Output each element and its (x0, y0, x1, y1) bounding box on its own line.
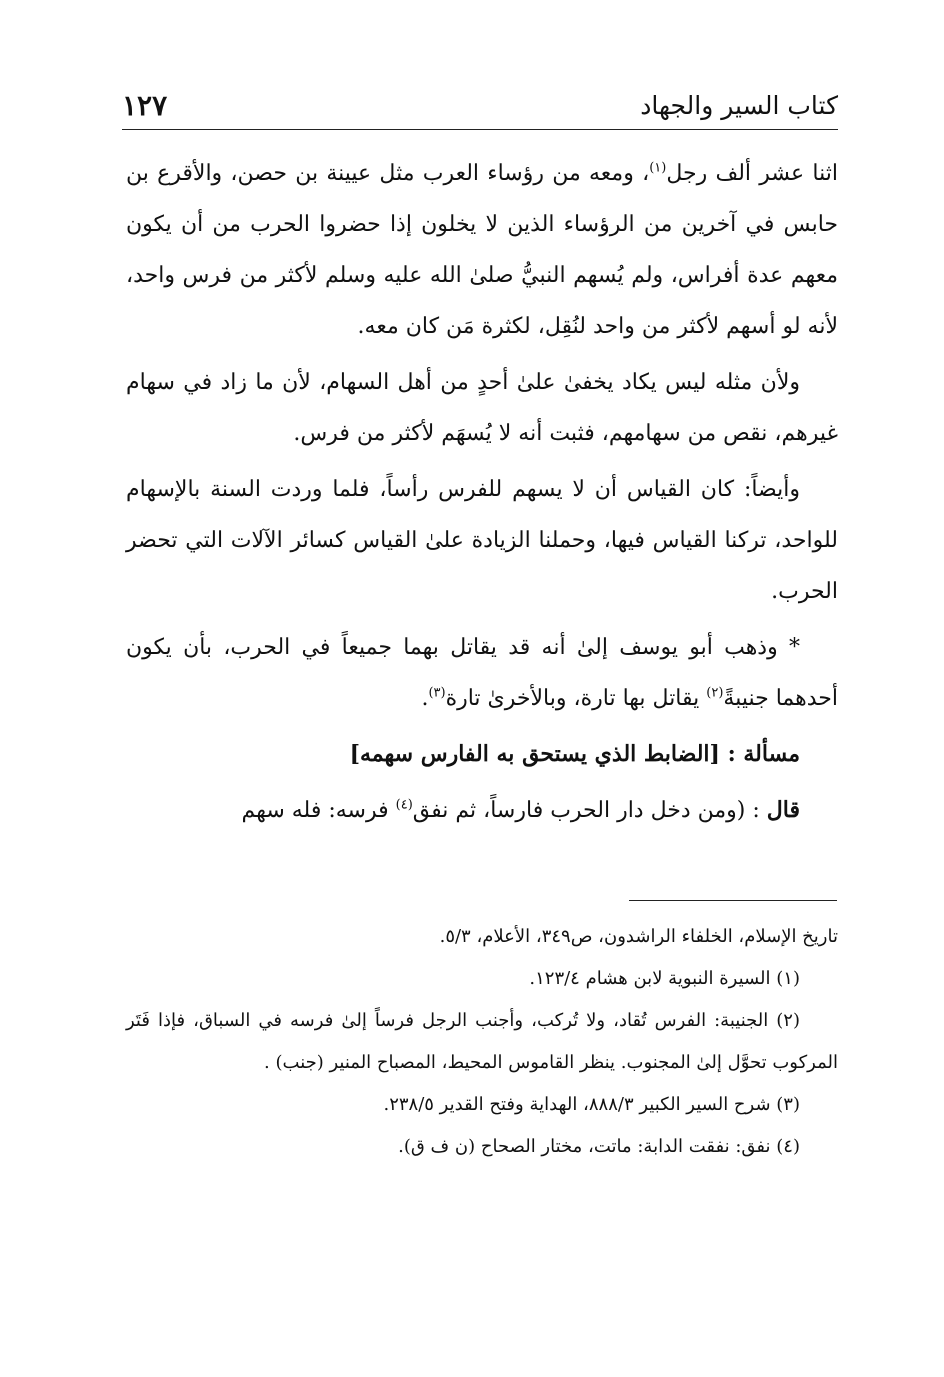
paragraph-4 (126, 622, 838, 724)
footnote-continued: تاريخ الإسلام، الخلفاء الراشدون، ص٣٤٩، الأعلام، ٥/٣. (439, 926, 838, 947)
footnote-3: (٣) شرح السير الكبير ٨٨٨/٣، الهداية وفتح القدير ٢٣٨/٥. (383, 1094, 800, 1115)
paragraph-3: وأيضاً: كان القياس أن لا يسهم للفرس رأساً، فلما وردت السنة بالإسهام للواحد، تركنا القياس فيها، وحملنا الزيادة علىٰ القياس كسائر الآلات التي تحضر الحرب. (126, 477, 839, 604)
footnote-ref-4[interactable]: (٤) (395, 797, 413, 813)
paragraph-4-text-b: يقاتل بها تارة، وبالأخرىٰ تارة (445, 686, 707, 711)
paragraph-2: ولأن مثله ليس يكاد يخفىٰ علىٰ أحدٍ من أهل السهام، لأن ما زاد في سهام غيرهم، نقص من سهامهم، فثبت أنه لا يُسهَم لأكثر من فرس. (126, 370, 838, 446)
running-header (122, 82, 838, 128)
paragraph-5-text-a: : (ومن دخل دار الحرب فارساً، ثم نفق (412, 798, 767, 823)
footnotes (126, 916, 838, 1168)
paragraph-1-text-a: اثنا عشر ألف رجل (666, 161, 839, 186)
main-text (126, 148, 838, 836)
paragraph-4-text-a: * وذهب أبو يوسف إلىٰ أنه قد يقاتل بهما جميعاً في الحرب، بأن يكون أحدهما جنيبةً (126, 635, 838, 711)
paragraph-1 (126, 148, 838, 352)
footnote-ref-2[interactable]: (٢) (706, 685, 724, 701)
footnote-4: (٤) نفق: نفقت الدابة: ماتت، مختار الصحاح (ن ف ق). (398, 1136, 800, 1157)
paragraph-4-text-c: . (421, 686, 429, 711)
section-heading-title: [الضابط الذي يستحق به الفارس سهمه] (349, 741, 720, 767)
paragraph-5 (126, 785, 838, 836)
chapter-title: كتاب السير والجهاد (640, 90, 838, 120)
paragraph-1-text-b: ، ومعه من رؤساء العرب مثل عيينة بن حصن، والأقرع بن حابس في آخرين من الرؤساء الذين لا يخلون إذا حضروا الحرب من أن يكون معهم عدة أفراس، ولم يُسهم النبيُّ صلىٰ الله عليه وسلم لأكثر من فرس واحد، لأنه لو أسهم لأكثر من واحد لنُقِل، لكثرة مَن كان معه. (126, 161, 838, 339)
footnote-ref-1[interactable]: (١) (649, 160, 667, 176)
footnote-ref-3[interactable]: (٣) (428, 685, 446, 701)
section-heading-label: مسألة : (719, 741, 800, 767)
header-divider (122, 129, 838, 130)
footnote-divider (629, 900, 837, 901)
section-heading (126, 729, 838, 780)
page-number: ١٢٧ (122, 88, 168, 122)
footnote-2: (٢) الجنيبة: الفرس تُقاد، ولا تُركب، وأجنب الرجل فرساً إلىٰ فرسه في السباق، فإذا فَتَر المركوب تحوَّل إلىٰ المجنوب. ينظر القاموس المحيط، المصباح المنير (جنب) . (126, 1010, 838, 1073)
paragraph-5-label: قال (766, 797, 800, 823)
footnote-1: (١) السيرة النبوية لابن هشام ١٢٣/٤. (529, 968, 800, 989)
paragraph-5-text-b: فرسه: فله سهم (241, 798, 396, 823)
